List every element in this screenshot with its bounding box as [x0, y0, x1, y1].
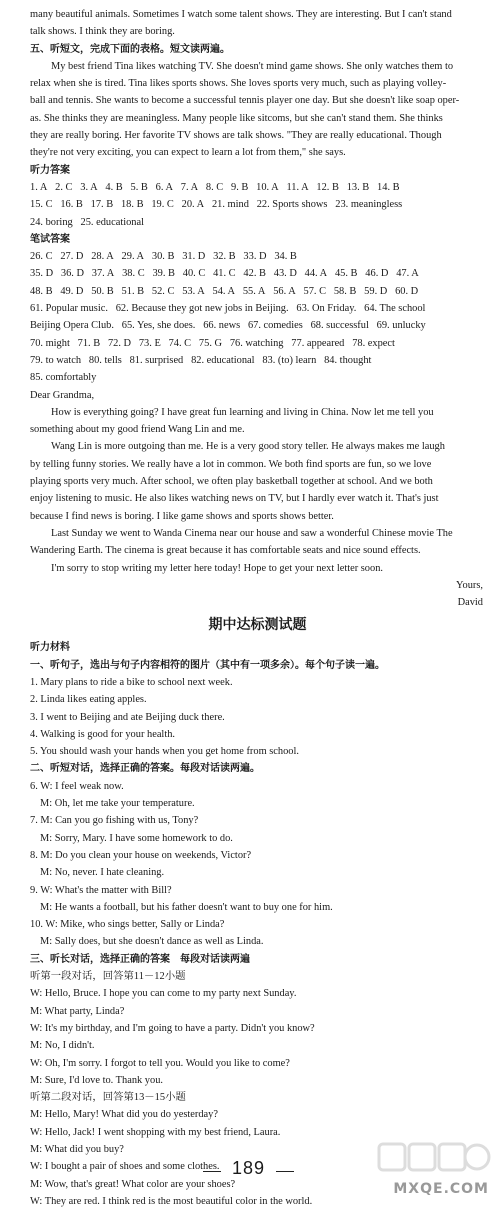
answer-item: Beijing Opera Club. [30, 320, 114, 332]
answer-item: 61. Popular music. [30, 303, 108, 315]
answer-item: 21. mind [211, 199, 249, 211]
dialogue-line: M: Sally does, but she doesn't dance as well as Linda. [40, 936, 264, 948]
answer-item: 30. B [151, 251, 175, 263]
part1-item: 3. I went to Beijing and ate Beijing duck there. [30, 711, 225, 723]
answer-item: 19. C [151, 199, 174, 211]
answer-item: 70. might [30, 337, 70, 349]
answer-item: 62. Because they got new jobs in Beijing. [115, 303, 289, 315]
answer-item: 15. C [30, 199, 53, 211]
answer-item: 7. A [180, 181, 199, 193]
answer-item: 69. unlucky [376, 320, 426, 332]
answer-item: 63. On Friday. [296, 303, 357, 315]
answer-item: 23. meaningless [335, 199, 403, 211]
answer-item: 48. B [30, 285, 53, 297]
answer-row [30, 196, 485, 213]
answer-row [30, 300, 485, 317]
answer-item: 79. to watch [30, 354, 82, 366]
dialogue-line: W: I bought a pair of shoes and some clothes. [30, 1161, 220, 1173]
answer-item: 26. C [30, 251, 53, 263]
footer-dash-right [276, 1171, 294, 1172]
letter-line: How is everything going? I have great fun learning and living in China. Now let me tell you [51, 406, 434, 418]
answer-item: 14. B [377, 181, 400, 193]
letter-body [30, 404, 485, 577]
answer-item: 20. A [181, 199, 205, 211]
answer-item: 68. successful [310, 320, 369, 332]
answer-item: 32. B [213, 251, 236, 263]
answer-item: 10. A [256, 181, 279, 193]
answer-item: 56. A [273, 285, 296, 297]
text-line: many beautiful animals. Sometimes I watch some talent shows. They are interesting. But I can't stand [30, 9, 452, 20]
part1-item: 5. You should wash your hands when you get home from school. [30, 746, 299, 758]
answer-item: 46. D [365, 268, 389, 280]
answer-item: 16. B [60, 199, 83, 211]
footer-dash-left [203, 1171, 221, 1172]
answer-item: 18. B [120, 199, 144, 211]
dialogue-line: M: He wants a football, but his father doesn't want to buy one for him. [40, 901, 333, 913]
answer-item: 22. Sports shows [256, 199, 328, 211]
answer-row [30, 214, 485, 231]
letter-line: something about my good friend Wang Lin and me. [30, 424, 245, 436]
answer-item: 85. comfortably [30, 372, 97, 384]
part2-heading: 二、听短对话，选择正确的答案。每段对话读两遍。 [30, 763, 260, 775]
answer-row [30, 248, 485, 265]
answer-item: 49. D [60, 285, 84, 297]
answer-item: 12. B [316, 181, 339, 193]
exam-title: 期中达标测试题 [208, 617, 307, 634]
answer-item: 43. D [273, 268, 297, 280]
answer-item: 44. A [304, 268, 328, 280]
answer-item: 34. B [274, 251, 297, 263]
answer-row [30, 265, 485, 282]
answer-item: 73. E [138, 337, 161, 349]
answer-item: 6. A [155, 181, 173, 193]
answer-item: 31. D [182, 251, 206, 263]
dialogue-line: M: What party, Linda? [30, 1005, 125, 1017]
text-line: talk shows. I think they are boring. [30, 26, 175, 38]
answer-item: 3. A [80, 181, 98, 193]
dialogue-line: 10. W: Mike, who sings better, Sally or Linda? [30, 919, 225, 931]
watermark-text: MXQE.COM [393, 1180, 489, 1197]
letter-line: enjoy listening to music. He also likes watching news on TV, but I hardly ever watch it. That's just [30, 493, 439, 505]
answer-item: 37. A [91, 268, 115, 280]
letter-closing: Yours, [456, 579, 483, 591]
letter-signature: David [457, 597, 483, 609]
answer-item: 8. C [205, 181, 224, 193]
dialogue-line: W: Oh, I'm sorry. I forgot to tell you. Would you like to come? [30, 1057, 290, 1069]
answer-row [30, 283, 485, 300]
part1-item: 4. Walking is good for your health. [30, 728, 175, 740]
dialogue-line: W: They are red. I think red is the most beautiful color in the world. [30, 1195, 313, 1207]
answer-item: 55. A [242, 285, 266, 297]
part1-heading: 一、听句子，选出与句子内容相符的图片（其中有一项多余）。每个句子读一遍。 [30, 659, 385, 671]
answer-item: 75. G [198, 337, 223, 349]
letter-line: because I find news is boring. I like game shows and sports shows better. [30, 510, 334, 522]
letter-line: Wang Lin is more outgoing than me. He is a very good story teller. He always makes me laugh [51, 441, 445, 453]
answer-item: 24. boring [30, 216, 73, 228]
listening-answers-heading: 听力答案 [30, 164, 70, 176]
dialogue-line: M: What did you buy? [30, 1144, 124, 1155]
passage-line: ball and tennis. She wants to become a successful tennis player one day. But she doesn't like soap oper- [30, 95, 460, 107]
part2-dialogues [30, 778, 485, 951]
answer-item: 66. news [203, 320, 241, 332]
answer-item: 1. A [30, 181, 48, 193]
answer-item: 84. thought [324, 354, 372, 366]
passage-line: they are really boring. Her favorite TV shows are talk shows. "They are really educational. Though [30, 130, 442, 142]
answer-item: 40. C [182, 268, 206, 280]
answer-item: 77. appeared [291, 337, 345, 349]
answer-item: 80. tells [88, 354, 122, 366]
dialogue-line: M: No, never. I hate cleaning. [40, 867, 165, 879]
answer-item: 47. A [396, 268, 419, 280]
answer-row [30, 369, 485, 386]
answer-item: 36. D [60, 268, 84, 280]
answer-item: 58. B [333, 285, 357, 297]
dialogue-line: 8. M: Do you clean your house on weekends, Victor? [30, 849, 252, 861]
answer-item: 39. B [152, 268, 175, 280]
answer-item: 52. C [151, 285, 175, 297]
answer-item: 57. C [303, 285, 327, 297]
answer-item: 60. D [395, 285, 419, 297]
dialogue-line: 听第二段对话，回答第13－15小题 [30, 1092, 186, 1104]
answer-item: 72. D [107, 337, 132, 349]
passage-line: relax when she is tired. Tina likes sports shows. She loves sports very much, such as playing volley- [30, 78, 447, 90]
dialogue-line: W: It's my birthday, and I'm going to have a party. Didn't you know? [30, 1022, 315, 1034]
letter-line: Last Sunday we went to Wanda Cinema near our house and saw a wonderful Chinese movie The [51, 527, 453, 539]
answer-row [30, 352, 485, 369]
written-answers [30, 248, 485, 386]
answer-item: 71. B [77, 337, 101, 349]
answer-item: 82. educational [191, 354, 255, 366]
answer-item: 35. D [30, 268, 54, 280]
dialogue-line: 听第一段对话，回答第11－12小题 [30, 971, 186, 983]
dialogue-line: 6. W: I feel weak now. [30, 780, 124, 792]
dialogue-line: W: Hello, Bruce. I hope you can come to my party next Sunday. [30, 988, 297, 1000]
answer-item: 59. D [364, 285, 388, 297]
dialogue-line: W: Hello, Jack! I went shopping with my best friend, Laura. [30, 1126, 281, 1138]
answer-item: 5. B [130, 181, 148, 193]
answer-item: 28. A [91, 251, 114, 263]
answer-item: 81. surprised [129, 354, 184, 366]
answer-item: 13. B [346, 181, 370, 193]
answer-item: 67. comedies [247, 320, 303, 332]
answer-item: 64. The school [364, 303, 426, 315]
materials-heading: 听力材料 [30, 642, 70, 654]
answer-item: 74. C [168, 337, 192, 349]
answer-item: 33. D [243, 251, 267, 263]
written-answers-heading: 笔试答案 [30, 233, 70, 245]
answer-item: 76. watching [229, 337, 284, 349]
letter-line: playing sports very much. After school, we often play basketball together at school. And we both [30, 476, 433, 488]
part3-heading: 三、听长对话，选择正确的答案 每段对话读两遍 [30, 953, 250, 965]
answer-item: 83. (to) learn [262, 354, 317, 366]
dialogue-line: M: Hello, Mary! What did you do yesterday? [30, 1109, 218, 1121]
answer-item: 4. B [105, 181, 123, 193]
answer-item: 29. A [121, 251, 145, 263]
dialogue-line: M: No, I didn't. [30, 1040, 95, 1052]
answer-item: 9. B [231, 181, 249, 193]
answer-row [30, 317, 485, 334]
answer-item: 53. A [182, 285, 205, 297]
letter-line: by telling funny stories. We really have a lot in common. We both find sports are fun, so we love [30, 458, 432, 470]
answer-item: 78. expect [352, 337, 395, 349]
answer-item: 54. A [212, 285, 236, 297]
dialogue-line: M: Sure, I'd love to. Thank you. [30, 1074, 163, 1086]
answer-item: 11. A [286, 181, 309, 193]
answer-item: 42. B [243, 268, 266, 280]
answer-item: 65. Yes, she does. [121, 320, 196, 332]
part1-item: 2. Linda likes eating apples. [30, 694, 147, 706]
dialogue-line: M: Oh, let me take your temperature. [40, 798, 195, 810]
part1-item: 1. Mary plans to ride a bike to school next week. [30, 676, 233, 688]
answer-row [30, 179, 485, 196]
passage-line: as. She thinks they are meaningless. Many people like sitcoms, but she can't stand them. She thinks [30, 112, 443, 124]
answer-item: 2. C [55, 181, 73, 193]
answer-item: 41. C [213, 268, 236, 280]
letter-line: Wandering Earth. The cinema is great because it has comfortable seats and nice sound effects. [30, 545, 421, 557]
section-heading: 五、听短文，完成下面的表格。短文读两遍。 [30, 43, 230, 55]
passage-line: My best friend Tina likes watching TV. She doesn't mind game shows. She only watches them to [51, 60, 454, 72]
answer-item: 45. B [334, 268, 358, 280]
answer-item: 38. C [122, 268, 145, 280]
answer-item: 50. B [91, 285, 114, 297]
answer-item: 51. B [121, 285, 145, 297]
page-content [30, 6, 485, 1210]
dialogue-line: 9. W: What's the matter with Bill? [30, 884, 172, 896]
answer-item: 17. B [90, 199, 114, 211]
dialogue-line: M: Wow, that's great! What color are your shoes? [30, 1178, 236, 1190]
dialogue-line: 7. M: Can you go fishing with us, Tony? [30, 815, 199, 827]
listening-answers [30, 179, 485, 231]
letter-greeting: Dear Grandma, [30, 389, 95, 401]
dialogue-line: M: Sorry, Mary. I have some homework to do. [40, 832, 233, 844]
answer-row [30, 335, 485, 352]
passage-line: they're not very exciting, you can expect to learn a lot from them," she says. [30, 147, 346, 159]
page-number: 189 [231, 1158, 266, 1178]
letter-line: I'm sorry to stop writing my letter here today! Hope to get your next letter soon. [51, 562, 383, 574]
answer-item: 25. educational [80, 216, 144, 228]
answer-item: 27. D [60, 251, 84, 263]
